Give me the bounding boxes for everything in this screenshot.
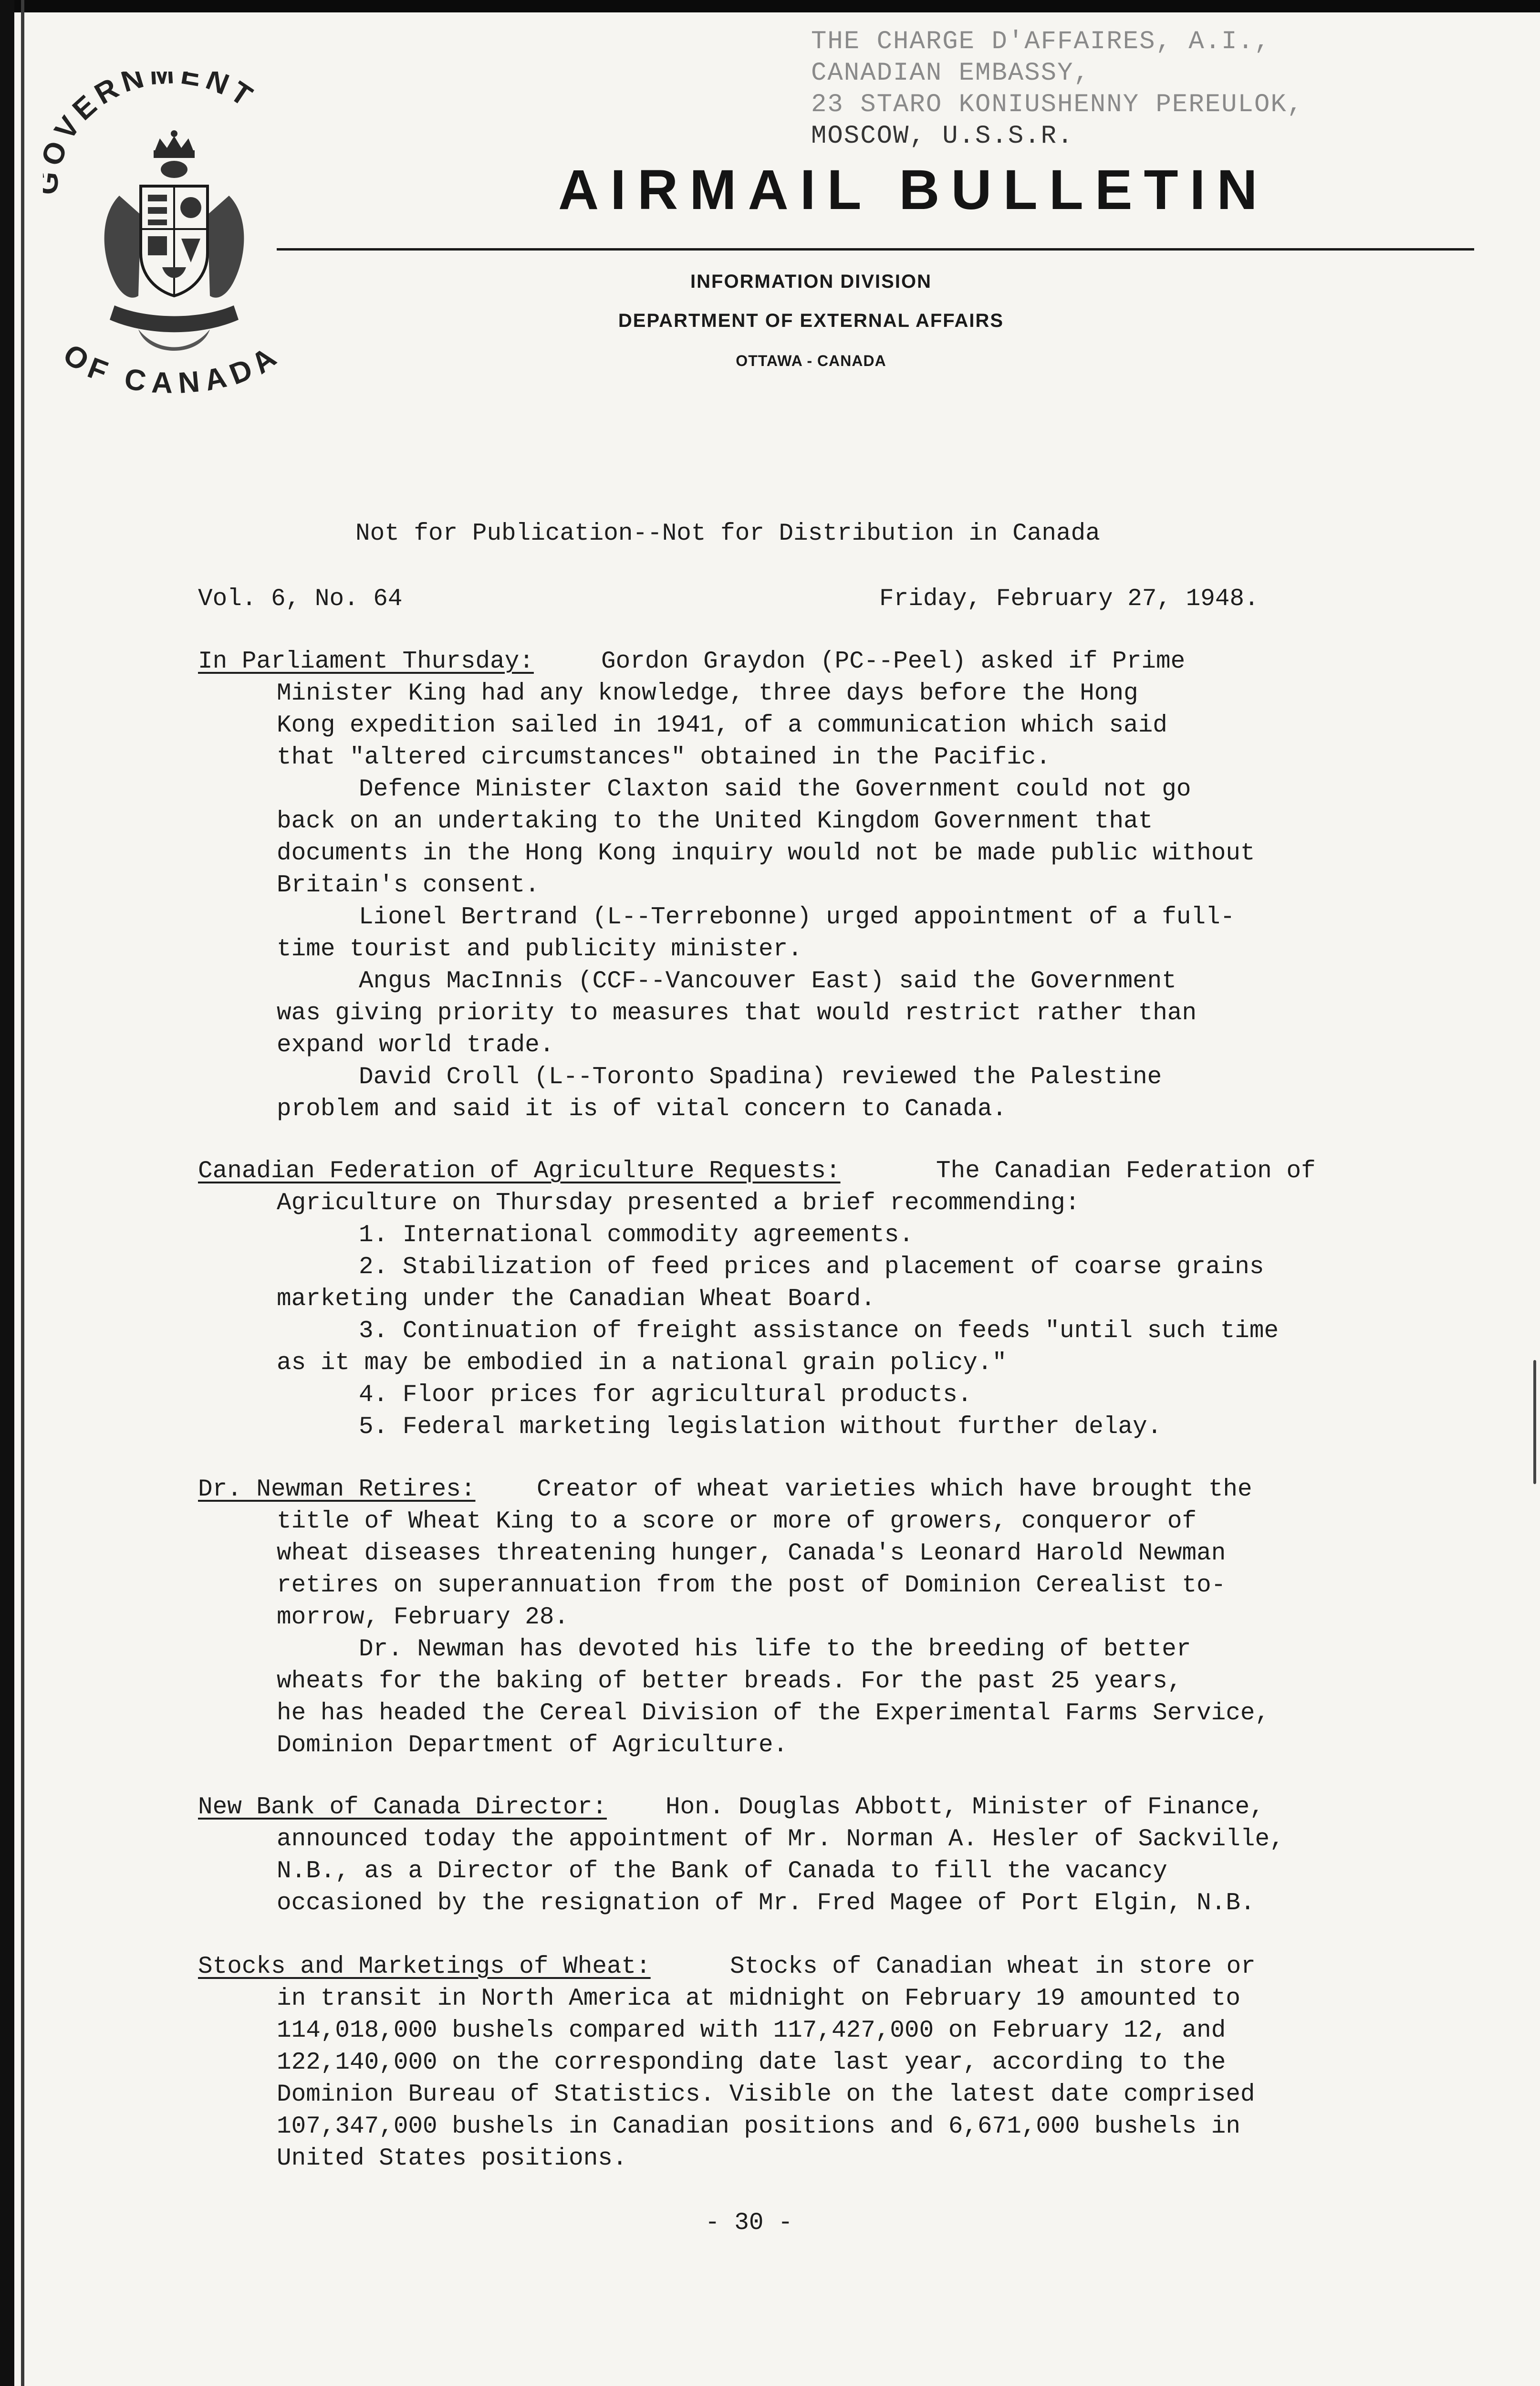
article-line: in transit in North America at midnight on February 19 amounted to — [277, 1985, 1240, 2012]
emblem-arc-bottom: OF CANADA — [57, 337, 288, 396]
stamp-line-4: MOSCOW, U.S.S.R. — [811, 122, 1074, 151]
article-line: 122,140,000 on the corresponding date last year, according to the — [277, 2049, 1226, 2076]
article-line: N.B., as a Director of the Bank of Canada to fill the vacancy — [277, 1858, 1167, 1885]
volume-number: Vol. 6, No. 64 — [198, 586, 403, 613]
article-line: occasioned by the resignation of Mr. Fred Magee of Port Elgin, N.B. — [277, 1890, 1255, 1917]
article-line: documents in the Hong Kong inquiry would not be made public without — [277, 840, 1255, 867]
article-line: Defence Minister Claxton said the Government could not go — [359, 776, 1191, 803]
binding-edge-line — [21, 0, 24, 2386]
division-name: INFORMATION DIVISION — [690, 271, 932, 292]
article-line: Angus MacInnis (CCF--Vancouver East) said the Government — [359, 968, 1176, 995]
distribution-notice: Not for Publication--Not for Distribution in Canada — [355, 520, 1100, 547]
article-line: David Croll (L--Toronto Spadina) reviewed the Palestine — [359, 1064, 1162, 1091]
article-line: marketing under the Canadian Wheat Board. — [277, 1286, 875, 1313]
article-line: 1. International commodity agreements. — [359, 1222, 914, 1249]
department-name: DEPARTMENT OF EXTERNAL AFFAIRS — [618, 310, 1004, 331]
article-line: Agriculture on Thursday presented a brief recommending: — [277, 1190, 1080, 1217]
article-line: expand world trade. — [277, 1032, 554, 1059]
article-line: announced today the appointment of Mr. Norman A. Hesler of Sackville, — [277, 1826, 1284, 1853]
top-edge-bar — [0, 0, 1540, 12]
government-emblem — [43, 72, 291, 396]
article-heading: New Bank of Canada Director: — [198, 1794, 607, 1821]
article-line: 4. Floor prices for agricultural products. — [359, 1381, 972, 1409]
article-line: Minister King had any knowledge, three days before the Hong — [277, 680, 1138, 707]
article-line: Britain's consent. — [277, 872, 540, 899]
masthead-rule — [277, 248, 1474, 251]
article-line: back on an undertaking to the United Kingdom Government that — [277, 808, 1153, 835]
article-line: Dominion Department of Agriculture. — [277, 1732, 788, 1759]
article-line: Hon. Douglas Abbott, Minister of Finance, — [666, 1794, 1264, 1821]
article-line: The Canadian Federation of — [936, 1158, 1316, 1185]
article-line: Kong expedition sailed in 1941, of a communication which said — [277, 712, 1167, 739]
article-line: Stocks of Canadian wheat in store or — [730, 1953, 1256, 1980]
article-heading: Dr. Newman Retires: — [198, 1476, 476, 1503]
emblem-arc-top: VERNMENT — [48, 72, 262, 146]
article-line: he has headed the Cereal Division of the Experimental Farms Service, — [277, 1700, 1270, 1727]
stamp-line-3: 23 STARO KONIUSHENNY PEREULOK, — [811, 90, 1304, 119]
page-number: - 30 - — [705, 2209, 793, 2237]
article-line: wheats for the baking of better breads. For the past 25 years, — [277, 1668, 1182, 1695]
stamp-line-2: CANADIAN EMBASSY, — [811, 59, 1090, 88]
article-line: time tourist and publicity minister. — [277, 936, 802, 963]
svg-text:OF CANADA — [57, 337, 288, 396]
article-line: wheat diseases threatening hunger, Canada's Leonard Harold Newman — [277, 1540, 1226, 1567]
article-line: was giving priority to measures that would restrict rather than — [277, 1000, 1197, 1027]
binding-edge-bar — [0, 0, 14, 2386]
article-line: Dominion Bureau of Statistics. Visible on the latest date comprised — [277, 2081, 1255, 2108]
article-line: title of Wheat King to a score or more of growers, conqueror of — [277, 1508, 1197, 1535]
right-edge-mark — [1533, 1360, 1536, 1484]
location-name: OTTAWA - CANADA — [736, 352, 886, 369]
article-line: Gordon Graydon (PC--Peel) asked if Prime — [601, 648, 1186, 675]
bulletin-title: AIRMAIL BULLETIN — [558, 158, 1269, 221]
article-line: 107,347,000 bushels in Canadian positions and 6,671,000 bushels in — [277, 2113, 1240, 2140]
article-line: Creator of wheat varieties which have brought the — [537, 1476, 1252, 1503]
article-line: 5. Federal marketing legislation without further delay. — [359, 1413, 1162, 1441]
stamp-line-1: THE CHARGE D'AFFAIRES, A.I., — [811, 27, 1271, 56]
article-line: Lionel Bertrand (L--Terrebonne) urged appointment of a full- — [359, 904, 1235, 931]
article-line: 2. Stabilization of feed prices and placement of coarse grains — [359, 1254, 1264, 1281]
article-line: Dr. Newman has devoted his life to the breeding of better — [359, 1636, 1191, 1663]
article-line: as it may be embodied in a national grain policy." — [277, 1350, 1007, 1377]
article-heading: In Parliament Thursday: — [198, 648, 534, 675]
article-line: retires on superannuation from the post of Dominion Cerealist to- — [277, 1572, 1226, 1599]
coat-of-arms-icon — [43, 72, 310, 396]
article-line: 114,018,000 bushels compared with 117,427,000 on February 12, and — [277, 2017, 1226, 2044]
article-line: 3. Continuation of freight assistance on feeds "until such time — [359, 1318, 1279, 1345]
article-heading: Stocks and Marketings of Wheat: — [198, 1953, 651, 1980]
svg-text:GOVERNMENT — [43, 72, 262, 196]
article-heading: Canadian Federation of Agriculture Requests: — [198, 1158, 841, 1185]
address-stamp — [811, 26, 1488, 152]
article-line: morrow, February 28. — [277, 1604, 569, 1631]
article-line: that "altered circumstances" obtained in the Pacific. — [277, 744, 1051, 771]
bulletin-date: Friday, February 27, 1948. — [879, 586, 1259, 613]
article-line: United States positions. — [277, 2145, 627, 2172]
article-line: problem and said it is of vital concern to Canada. — [277, 1096, 1007, 1123]
